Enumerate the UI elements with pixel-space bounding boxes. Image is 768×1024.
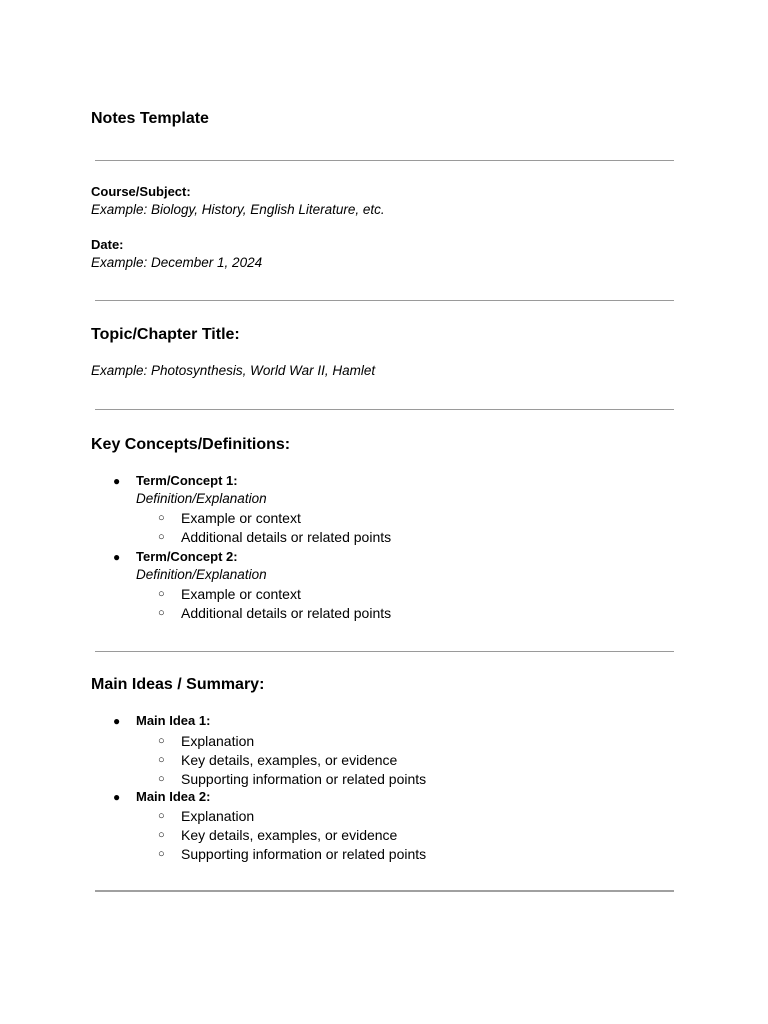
bullet-icon: ○	[158, 848, 165, 860]
bullet-icon: ○	[158, 773, 165, 785]
bullet-icon: ○	[158, 607, 165, 619]
sub-point: Example or context	[181, 510, 301, 526]
sub-point: Supporting information or related points	[181, 771, 427, 787]
sub-point: Supporting information or related points	[181, 846, 427, 862]
divider	[95, 651, 674, 652]
term-title: Term/Concept 2:	[136, 549, 238, 564]
main-idea-title: Main Idea 2:	[136, 789, 211, 804]
sub-point: Additional details or related points	[181, 529, 392, 545]
main-idea-title: Main Idea 1:	[136, 713, 211, 728]
bullet-icon: ○	[158, 735, 165, 747]
bullet-icon: ●	[113, 550, 121, 564]
bullet-icon: ○	[158, 512, 165, 524]
course-label: Course/Subject:	[91, 184, 191, 199]
key-concepts-heading: Key Concepts/Definitions:	[91, 436, 291, 453]
topic-heading: Topic/Chapter Title:	[91, 326, 240, 343]
divider	[95, 160, 674, 161]
bullet-icon: ○	[158, 754, 165, 766]
bullet-icon: ○	[158, 829, 165, 841]
bullet-icon: ○	[158, 588, 165, 600]
term-definition: Definition/Explanation	[136, 491, 267, 506]
date-example: Example: December 1, 2024	[91, 255, 263, 270]
sub-point: Explanation	[181, 808, 255, 824]
bullet-icon: ●	[113, 790, 121, 804]
bullet-icon: ●	[113, 714, 121, 728]
divider	[95, 890, 674, 892]
sub-point: Key details, examples, or evidence	[181, 827, 398, 843]
date-label: Date:	[91, 237, 124, 252]
bullet-icon: ●	[113, 474, 121, 488]
topic-example: Example: Photosynthesis, World War II, Hamlet	[91, 363, 376, 378]
sub-point: Example or context	[181, 586, 301, 602]
course-example: Example: Biology, History, English Literature, etc.	[91, 202, 385, 217]
term-title: Term/Concept 1:	[136, 473, 238, 488]
main-ideas-heading: Main Ideas / Summary:	[91, 676, 265, 693]
divider	[95, 409, 674, 410]
sub-point: Explanation	[181, 733, 255, 749]
document-title: Notes Template	[91, 110, 209, 127]
bullet-icon: ○	[158, 810, 165, 822]
sub-point: Key details, examples, or evidence	[181, 752, 398, 768]
term-definition: Definition/Explanation	[136, 567, 267, 582]
bullet-icon: ○	[158, 531, 165, 543]
sub-point: Additional details or related points	[181, 605, 392, 621]
divider	[95, 300, 674, 301]
